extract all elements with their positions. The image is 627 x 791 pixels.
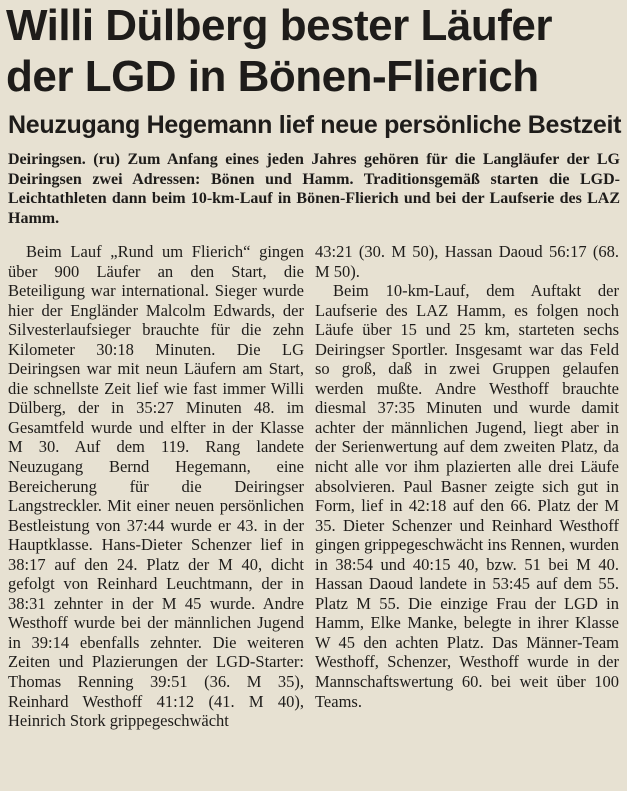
column-left-text: Beim Lauf „Rund um Flierich“ gingen über 900 Läufer an den Start, die Beteiligung war international. Sieger wurde hier der Engländer Malcolm Edwards, der Silvesterlaufsieger brauchte für die zehn Kilometer 30:18 Minuten. Die LG Deiringsen war mit neun Läufern am Start, die schnellste Zeit lief wie fast immer Willi Dülberg, der in 35:27 Minuten 48. im Gesamtfeld wurde und elfter in der Klasse M 30. Auf dem 119. Rang landete Neuzugang Bernd Hegemann, eine Bereicherung für die Deiringser Langstreckler. Mit einer neuen persönlichen Bestleistung von 37:44 wurde er 43. in der Hauptklasse. Hans-Dieter Schenzer lief in 38:17 auf den 24. Platz der M 40, dicht gefolgt von Reinhard Leuchtmann, der in 38:31 zehnter in der M 45 wurde. Andre Westhoff wurde bei der männlichen Jugend in 39:14 ebenfalls zehnter. Die weiteren Zeiten und Plazierungen der LGD-Starter: Thomas Renning 39:51 (36. M 35), Reinhard Westhoff 41:12 (41. M 40), Heinrich Stork grippegeschwächt [8, 242, 304, 731]
headline [6, 0, 622, 102]
lead-paragraph: Deiringsen. (ru) Zum Anfang eines jeden Jahres gehören für die Langläufer der LG Deiringsen zwei Adressen: Bönen und Hamm. Traditionsgemäß starten die LGD-Leichtathleten dann beim 10-km-Lauf in Bönen-Flierich und bei der Laufserie des LAZ Hamm. [8, 151, 620, 227]
headline-line-1: Willi Dülberg bester Läufer [6, 1, 552, 50]
column-right-text: Beim 10-km-Lauf, dem Auftakt der Laufserie des LAZ Hamm, es folgen noch Läufe über 15 und 25 km, starteten sechs Deiringser Sportler. Insgesamt war das Feld so groß, daß in zwei Gruppen gelaufen werden mußte. Andre Westhoff brauchte diesmal 37:35 Minuten und wurde damit achter der männlichen Jugend, liegt aber in der Serienwertung auf dem zweiten Platz, da nicht alle vor ihm plazierten alle drei Läufe absolvieren. Paul Basner zeigte sich gut in Form, lief in 42:18 auf den 66. Platz der M 35. Dieter Schenzer und Reinhard Westhoff gingen grippegeschwächt ins Rennen, wurden in 38:54 und 40:15 40, bzw. 51 bei M 40. Hassan Daoud landete in 53:45 auf dem 55. Platz M 55. Die einzige Frau der LGD in Hamm, Elke Manke, belegte in ihrer Klasse W 45 den achten Platz. Das Männer-Team Westhoff, Schenzer, Westhoff wurde in der Mannschaftswertung 60. bei weit über 100 Teams. [315, 281, 619, 711]
column-left [8, 242, 304, 731]
column-right-continuation: 43:21 (30. M 50), Hassan Daoud 56:17 (68. M 50). [315, 242, 619, 281]
subheadline: Neuzugang Hegemann lief neue persönliche Bestzeit [8, 111, 622, 139]
column-right [315, 242, 619, 711]
headline-line-2: der LGD in Bönen-Flierich [6, 52, 539, 101]
